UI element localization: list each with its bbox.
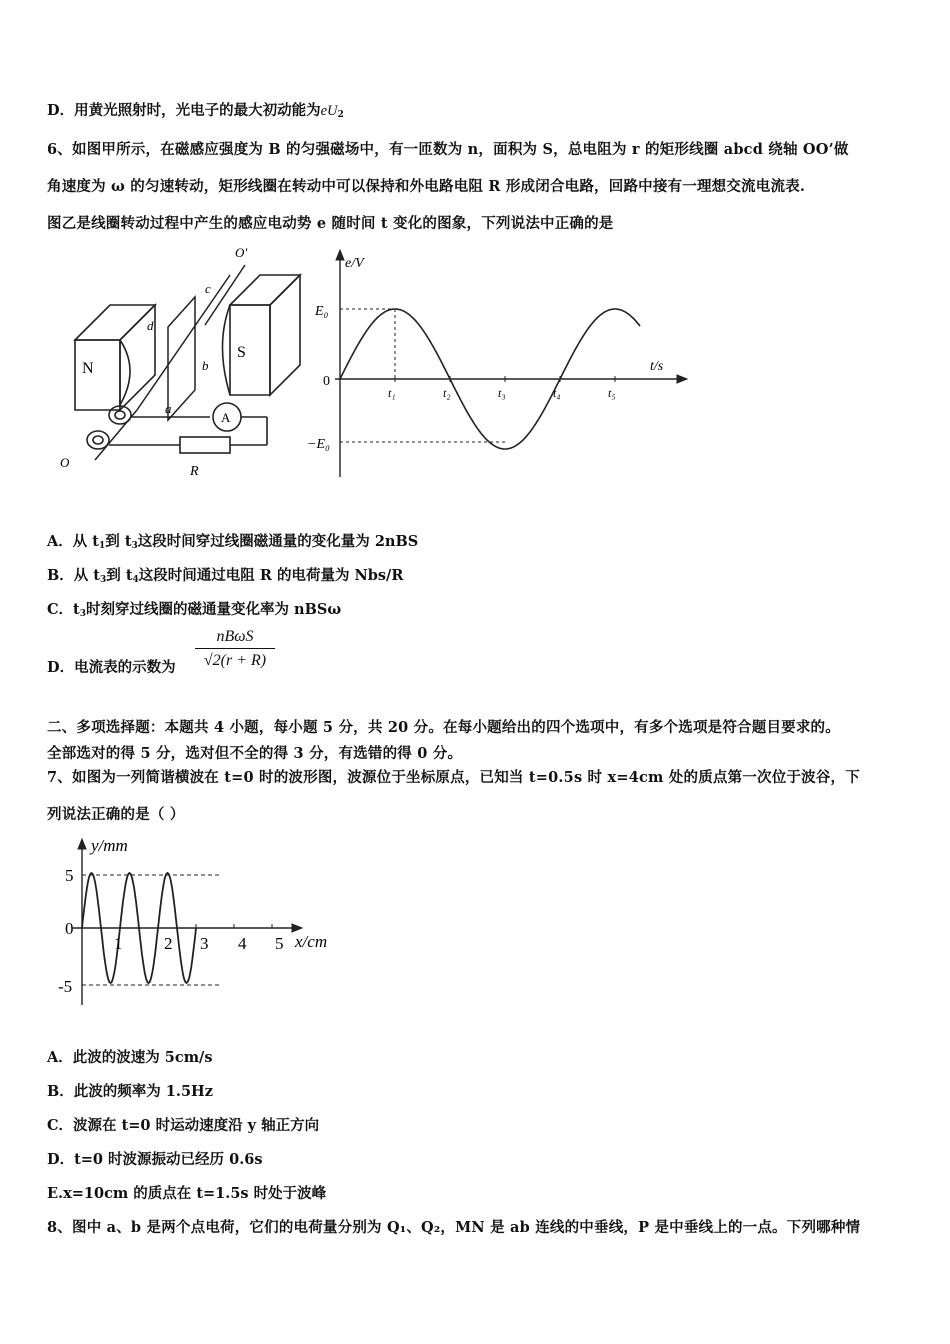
svg-text:b: b: [202, 358, 209, 373]
q6-option-a: A．从 $t_1$到 $t_3$这段时间穿过线圈磁通量的变化量为 2nBS: [47, 533, 419, 551]
svg-text:O': O': [235, 245, 248, 260]
section2-line-1: 二、多项选择题：本题共 4 小题，每小题 5 分，共 20 分。在每小题给出的四个选项中，有多个选项是符合题目要求的。: [47, 719, 840, 736]
svg-text:d: d: [147, 318, 154, 333]
svg-text:A: A: [221, 410, 231, 425]
q7-option-c: C．波源在 t=0 时运动速度沿 y 轴正方向: [47, 1117, 320, 1134]
magnet-n: [75, 305, 155, 410]
svg-text:t₄: t₄: [553, 386, 561, 400]
svg-text:0: 0: [65, 919, 74, 938]
fraction-numerator: nBωS: [195, 628, 275, 649]
q7-option-e: E.x=10cm 的质点在 t=1.5s 时处于波峰: [47, 1185, 327, 1202]
svg-text:2: 2: [164, 934, 173, 953]
svg-text:4: 4: [238, 934, 247, 953]
svg-text:−E₀: −E₀: [307, 437, 330, 452]
svg-text:5: 5: [275, 934, 284, 953]
svg-text:t₃: t₃: [498, 386, 506, 400]
q7-option-b: B．此波的频率为 1.5Hz: [47, 1083, 213, 1100]
q6-option-d: D．电流表的示数为: [47, 659, 176, 676]
svg-text:e/V: e/V: [345, 256, 364, 271]
svg-text:R: R: [190, 464, 199, 479]
svg-text:O: O: [60, 455, 70, 470]
svg-text:x/cm: x/cm: [295, 932, 328, 951]
figure-7: [55, 835, 355, 1010]
svg-text:y/mm: y/mm: [91, 836, 128, 855]
q7-line-2: 列说法正确的是（ ）: [47, 806, 185, 823]
svg-text:1: 1: [114, 934, 123, 953]
svg-text:t/s: t/s: [650, 359, 664, 374]
svg-text:E₀: E₀: [315, 304, 329, 319]
svg-text:t₅: t₅: [608, 386, 616, 400]
svg-text:t₂: t₂: [443, 386, 451, 400]
figure-6: [55, 245, 695, 495]
q6-option-d-fraction: [195, 628, 275, 670]
section2-line-2: 全部选对的得 5 分，选对但不全的得 3 分，有选错的得 0 分。: [47, 745, 463, 762]
q6-line-2: 角速度为 ω 的匀速转动，矩形线圈在转动中可以保持和外电路电阻 R 形成闭合电路，回路中接有一理想交流电流表.: [47, 178, 806, 195]
q6-option-c: C．$t_3$时刻穿过线圈的磁通量变化率为 nBSω: [47, 601, 342, 619]
et-graph: [335, 250, 687, 477]
q5-option-d: D．用黄光照射时，光电子的最大初动能为$eU_2$: [47, 102, 344, 120]
q6-line-3: 图乙是线圈转动过程中产生的感应电动势 e 随时间 t 变化的图象，下列说法中正确的是: [47, 215, 614, 232]
fraction-denominator: √2(r + R): [203, 652, 267, 669]
label-s: S: [237, 344, 246, 361]
svg-text:t₁: t₁: [388, 386, 396, 400]
q7-option-a: A．此波的波速为 5cm/s: [47, 1049, 213, 1066]
q6-line-1: 6、如图甲所示，在磁感应强度为 B 的匀强磁场中，有一匝数为 n，面积为 S，总电阻为 r 的矩形线圈 abcd 绕轴 OO’做: [47, 141, 849, 158]
svg-text:-5: -5: [58, 977, 73, 996]
svg-text:c: c: [205, 281, 211, 296]
svg-text:a: a: [165, 401, 172, 416]
label-n: N: [82, 360, 94, 377]
q7-line-1: 7、如图为一列简谐横波在 t=0 时的波形图，波源位于坐标原点，已知当 t=0.5s 时 x=4cm 处的质点第一次位于波谷，下: [47, 769, 860, 786]
magnet-s: [223, 275, 301, 395]
q6-option-b: B．从 $t_3$到 $t_4$这段时间通过电阻 R 的电荷量为 Nbs/R: [47, 567, 404, 585]
svg-text:0: 0: [323, 374, 330, 389]
q8-line-1: 8、图中 a、b 是两个点电荷，它们的电荷量分别为 Q₁、Q₂，MN 是 ab 连线的中垂线，P 是中垂线上的一点。下列哪种情: [47, 1219, 861, 1236]
svg-text:5: 5: [65, 866, 74, 885]
svg-text:3: 3: [200, 934, 209, 953]
q7-option-d: D．t=0 时波源振动已经历 0.6s: [47, 1151, 263, 1168]
